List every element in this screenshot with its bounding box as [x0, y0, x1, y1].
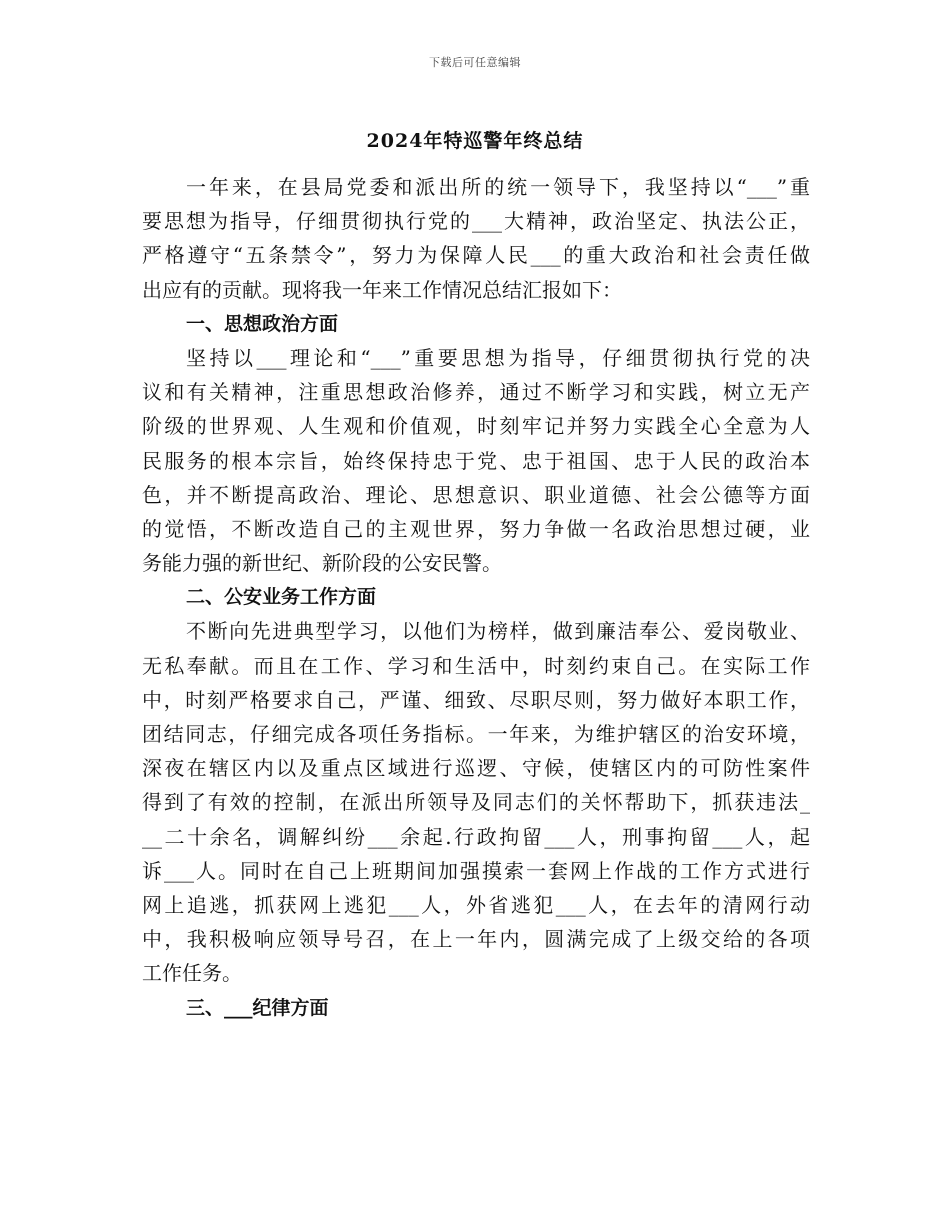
- paragraph-line: 团结同志，仔细完成各项任务指标。一年来，为维护辖区的治安环境，: [142, 722, 810, 746]
- paragraph-line: 无私奉献。而且在工作、学习和生活中，时刻约束自己。在实际工作: [142, 653, 810, 678]
- paragraph-line: __二十余名，调解纠纷___余起.行政拘留___人，刑事拘留___人，起: [142, 824, 810, 849]
- paragraph-line: 坚持以___理论和“___”重要思想为指导，仔细贯彻执行党的决: [186, 345, 810, 370]
- section-heading: 二、公安业务工作方面: [186, 586, 377, 609]
- paragraph-line: 深夜在辖区内以及重点区域进行巡逻、守候，使辖区内的可防性案件: [142, 756, 810, 781]
- header-note: 下载后可任意编辑: [429, 56, 521, 69]
- paragraph-line: 议和有关精神，注重思想政治修养，通过不断学习和实践，树立无产: [142, 380, 810, 405]
- paragraph-line: 一年来，在县局党委和派出所的统一领导下，我坚持以“___”重: [186, 175, 810, 199]
- paragraph-line: 工作任务。: [142, 961, 242, 986]
- paragraph-line: 色，并不断提高政治、理论、思想意识、职业道德、社会公德等方面: [142, 482, 810, 507]
- paragraph-line: 得到了有效的控制，在派出所领导及同志们的关怀帮助下，抓获违法_: [142, 790, 810, 815]
- section-heading: 一、思想政治方面: [186, 312, 339, 335]
- paragraph-line: 要思想为指导，仔细贯彻执行党的___大精神，政治坚定、执法公正，: [142, 209, 810, 234]
- paragraph-line: 中，我积极响应领导号召，在上一年内，圆满完成了上级交给的各项: [142, 927, 810, 952]
- paragraph-line: 务能力强的新世纪、新阶段的公安民警。: [142, 551, 502, 576]
- document-body: [142, 170, 810, 1025]
- paragraph-line: 严格遵守“五条禁令”，努力为保障人民___的重大政治和社会责任做: [142, 243, 810, 268]
- paragraph-line: 诉___人。同时在自己上班期间加强摸索一套网上作战的工作方式进行: [142, 858, 810, 883]
- section-heading: 三、___纪律方面: [186, 996, 329, 1019]
- paragraph-line: 出应有的贡献。现将我一年来工作情况总结汇报如下：: [142, 277, 622, 302]
- paragraph-line: 的觉悟，不断改造自己的主观世界，努力争做一名政治思想过硬，业: [142, 516, 810, 541]
- paragraph-line: 中，时刻严格要求自己，严谨、细致、尽职尽则，努力做好本职工作，: [142, 687, 810, 712]
- paragraph-line: 阶级的世界观、人生观和价值观，时刻牢记并努力实践全心全意为人: [142, 414, 810, 439]
- paragraph-line: 不断向先进典型学习，以他们为榜样，做到廉洁奉公、爱岗敬业、: [186, 619, 810, 644]
- paragraph-line: 网上追逃，抓获网上逃犯___人，外省逃犯___人，在去年的清网行动: [142, 892, 810, 917]
- paragraph-line: 民服务的根本宗旨，始终保持忠于党、忠于祖国、忠于人民的政治本: [142, 448, 810, 473]
- page-title: 2024年特巡警年终总结: [366, 130, 584, 152]
